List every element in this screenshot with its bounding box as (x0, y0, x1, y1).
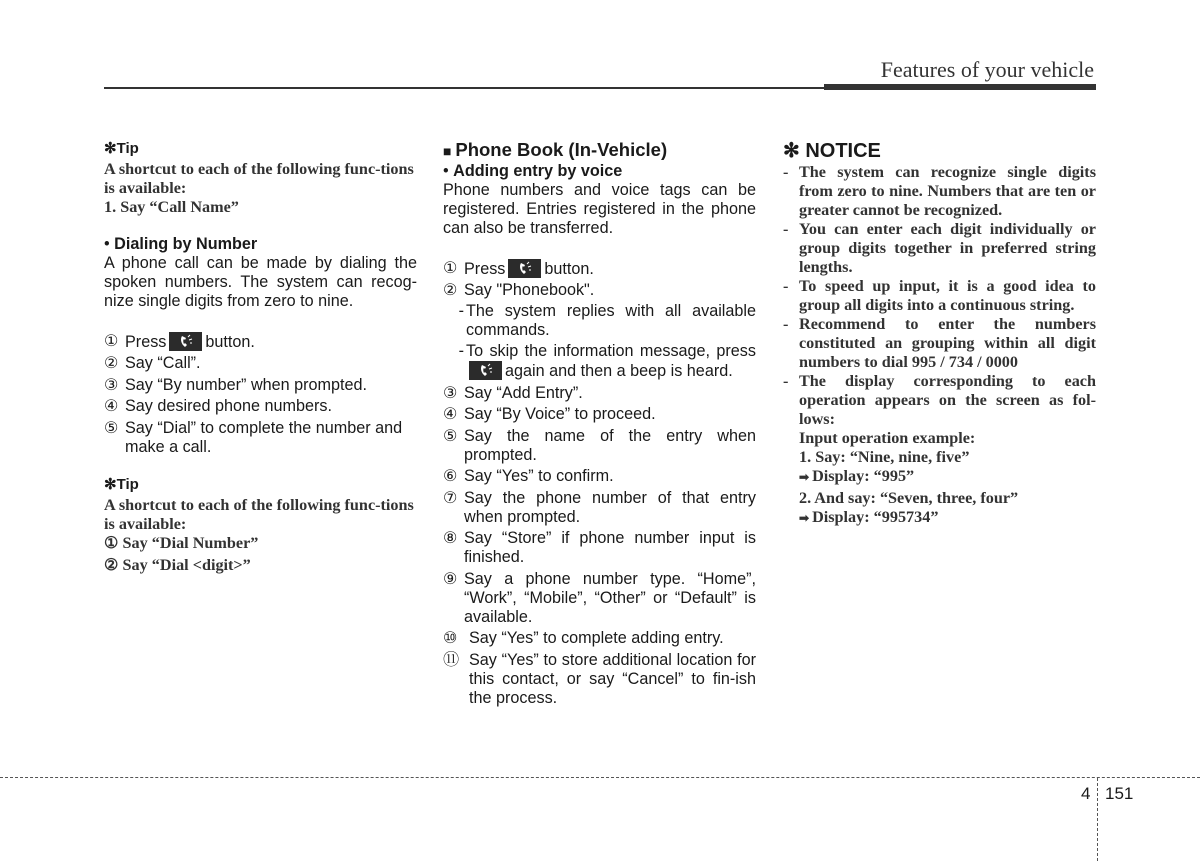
step-item: ③ Say “By number” when prompted. (104, 375, 368, 394)
column-1 (104, 139, 417, 575)
notice-heading: ✻ NOTICE (783, 140, 881, 162)
step-item: ① Press button. (104, 331, 255, 351)
header-rule-accent (824, 84, 1096, 90)
tip-item: ② Say “Dial <digit>” (104, 555, 251, 574)
dialing-intro: A phone call can be made by dialing the spoken numbers. The system can recog-nize single digits from zero to nine. (104, 254, 417, 310)
step-item: ④ Say “By Voice” to proceed. (443, 405, 656, 423)
phonebook-intro: Phone numbers and voice tags can be registered. Entries registered in the phone can also be transferred. (443, 181, 756, 237)
bullet: • (104, 235, 115, 253)
section-number: 4 (1081, 784, 1091, 803)
footer-vertical-divider (1097, 778, 1098, 861)
tip-heading: ✻Tip (104, 140, 139, 157)
notice-item: - Recommend to enter the numbers constituted an grouping within all digit numbers to dial 995 / 734 / 0000 (783, 315, 1096, 371)
arrow-right-icon: ➡ (799, 511, 813, 525)
notice-item: - You can enter each digit individually or group digits together in preferred string lengths. (783, 220, 1096, 276)
asterisk-icon: ✻ (783, 140, 806, 162)
step-item: ⑨ Say a phone number type. “Home”, “Work”, “Mobile”, “Other” or “Default” is available. (443, 569, 756, 626)
column-2 (443, 139, 756, 708)
subheading: • Adding entry by voice (443, 162, 623, 180)
example-display: ➡ Display: “995” (799, 467, 915, 485)
tip-body: A shortcut to each of the following func-tions is available: (104, 495, 414, 533)
notice-item: - The display corresponding to each operation appears on the screen as fol-lows: (783, 372, 1096, 428)
footer-divider (0, 777, 1200, 778)
tip-body: A shortcut to each of the following func-tions is available: (104, 160, 414, 197)
column-3 (783, 139, 1096, 528)
dialing-heading: • Dialing by Number (104, 235, 258, 253)
bullet: • (443, 162, 454, 180)
step-item: ⑧ Say “Store” if phone number input is finished. (443, 529, 756, 566)
tip-item: 1. Say “Call Name” (104, 198, 239, 216)
step-item: ② Say “Call”. (104, 354, 201, 372)
sub-step-item: - To skip the information message, press again and then a beep is heard. (458, 342, 756, 380)
arrow-right-icon: ➡ (799, 470, 813, 484)
step-item: ⑤ Say the name of the entry when prompted. (443, 426, 756, 464)
step-item: ⑩ Say “Yes” to complete adding entry. (443, 629, 724, 647)
step-item: ② Say "Phonebook". (443, 281, 595, 299)
notice-item: - To speed up input, it is a good idea to group all digits into a continuous string. (783, 277, 1096, 314)
asterisk-icon: ✻ (104, 140, 117, 157)
phone-voice-icon (508, 259, 541, 278)
page-header-title: Features of your vehicle (880, 57, 1094, 82)
section-heading: ■ Phone Book (In-Vehicle) (443, 139, 668, 160)
step-item: ⑥ Say “Yes” to confirm. (443, 467, 614, 485)
notice-item: - The system can recognize single digits from zero to nine. Numbers that are ten or greater cannot be recognized. (783, 163, 1096, 219)
asterisk-icon: ✻ (104, 475, 117, 493)
example-say: 1. Say: “Nine, nine, five” (799, 448, 970, 466)
phone-voice-icon (469, 361, 502, 380)
sub-step-item: - The system replies with all available commands. (458, 302, 756, 339)
example-display: ➡ Display: “995734” (799, 508, 939, 526)
tip-item: ① Say “Dial Number” (104, 533, 259, 552)
step-item: ⑤ Say “Dial” to complete the number and make a call. (104, 418, 403, 456)
tip-heading: ✻Tip (104, 475, 139, 493)
step-item: ① Press button. (443, 258, 594, 278)
example-label: Input operation example: (799, 429, 976, 447)
phone-voice-icon (169, 332, 202, 351)
step-item: ③ Say “Add Entry”. (443, 383, 583, 402)
step-item: ⑦ Say the phone number of that entry when prompted. (443, 488, 756, 526)
step-item: ⑪ Say “Yes” to store additional location for this contact, or say “Cancel” to fin-ish the process. (443, 650, 756, 707)
example-say: 2. And say: “Seven, three, four” (799, 489, 1019, 507)
page-number: 151 (1105, 784, 1134, 803)
step-item: ④ Say desired phone numbers. (104, 397, 332, 415)
square-bullet-icon: ■ (443, 143, 456, 159)
